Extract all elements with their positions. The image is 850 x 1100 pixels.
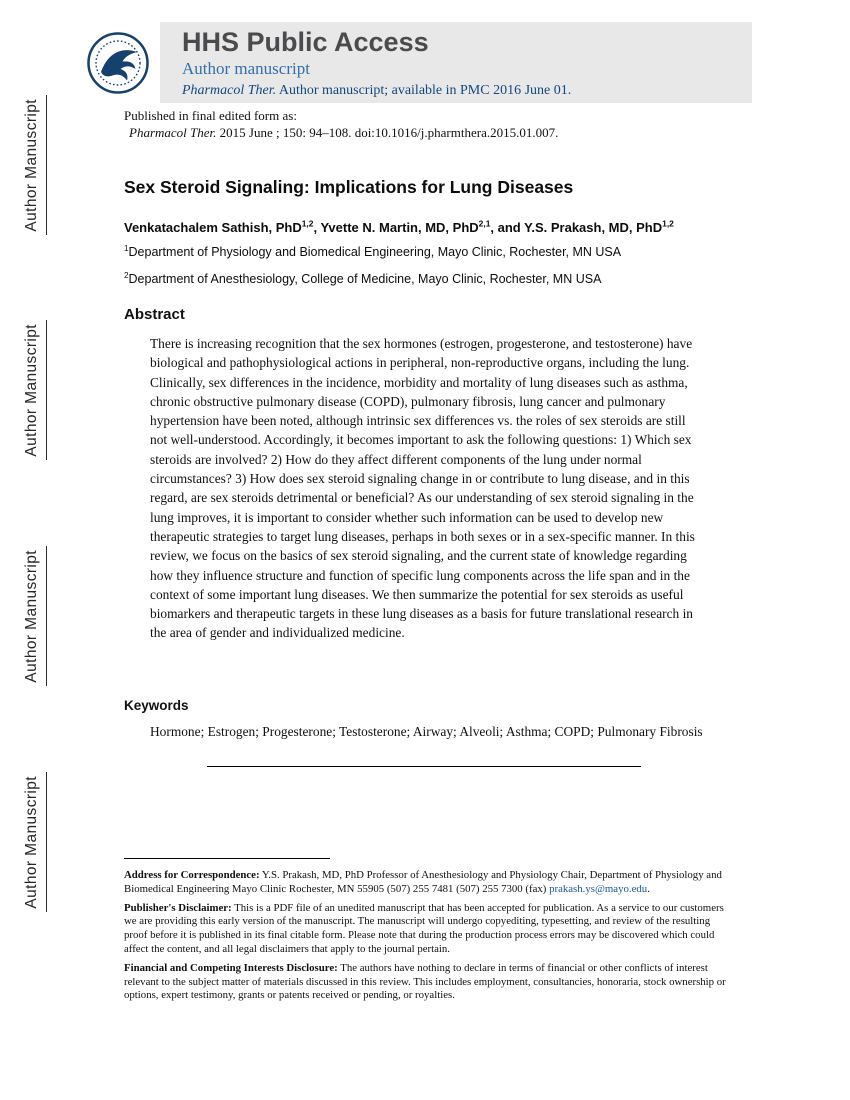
author-superscript: 1,2: [662, 218, 674, 229]
footnotes: [124, 869, 728, 1008]
citation-detail: 2015 June ; 150: 94–108. doi:10.1016/j.pharmthera.2015.01.007.: [216, 125, 559, 140]
affiliation-line-2: [124, 272, 744, 286]
abstract-text: There is increasing recognition that the sex hormones (estrogen, progesterone, and testosterone) have biological and pathophysiological actions in peripheral, non-reproductive organs, including the lung. Clinically, sex differences in the incidence, morbidity and mortality of lung diseases such as asthma, chronic obstructive pulmonary disease (COPD), pulmonary fibrosis, lung cancer and pulmonary hypertension have been noted, although intrinsic sex differences vs. the roles of sex steroids are still not well-understood. Accordingly, it becomes important to ask the following questions: 1) Which sex steroids are involved? 2) How do they affect different components of the lung under normal circumstances? 3) How does sex steroid signaling change in or contribute to lung disease, and in this regard, are sex steroids detrimental or beneficial? As our understanding of sex steroid signaling in the lung improves, it is important to consider whether such information can be used to develop new therapeutic strategies to target lung diseases, perhaps in both sexes or in a sex-specific manner. In this review, we focus on the basics of sex steroid signaling, and the current state of knowledge regarding how they influence structure and function of specific lung components across the life span and in the context of some important lung diseases. We then summarize the potential for sex steroids as useful biomarkers and therapeutic targets in these lung diseases as a basis for future translational research in the area of gender and individualized medicine.: [150, 336, 695, 641]
correspondence-text: Y.S. Prakash, MD, PhD Professor of Anesthesiology and Physiology Chair, Department of Physiology and Biomedical Engineering Mayo Clinic Rochester, MN 55905 (507) 255 7481 (507) 255 7300 (fax): [124, 869, 722, 895]
publisher-disclaimer-text: This is a PDF file of an unedited manuscript that has been accepted for publication. As a service to our customers we are providing this early version of the manuscript. The manuscript will undergo copyediting, typesetting, and review of the resulting proof before it is published in its final citable form. Please note that during the production process errors may be discovered which could affect the content, and all legal disclaimers that apply to the journal pertain.: [124, 901, 724, 955]
banner-text: [182, 22, 752, 99]
footnote-publisher-disclaimer: [124, 902, 728, 957]
keywords-rule: [207, 766, 641, 767]
banner-subtitle: Author manuscript: [182, 59, 310, 78]
published-block: [124, 107, 558, 141]
affiliation-text: Department of Physiology and Biomedical Engineering, Mayo Clinic, Rochester, MN USA: [128, 245, 622, 259]
footnotes-rule: [124, 858, 330, 859]
author-name: Y.S. Prakash, MD, PhD: [524, 220, 663, 235]
footnote-correspondence: [124, 869, 728, 897]
page-title: Sex Steroid Signaling: Implications for Lung Diseases: [124, 177, 574, 197]
watermark-text: Author Manuscript: [23, 323, 40, 457]
email-link[interactable]: prakash.ys@mayo.edu: [549, 882, 648, 895]
author-3: [524, 220, 674, 235]
citation-journal-name: Pharmacol Ther.: [129, 125, 217, 140]
affiliation-superscript: 2: [124, 270, 129, 280]
affiliation-superscript: 1: [124, 243, 129, 253]
sidebar-watermark: [22, 546, 47, 686]
sidebar-watermark: [22, 772, 47, 912]
publisher-disclaimer-label: Publisher's Disclaimer:: [124, 901, 232, 914]
abstract-heading: Abstract: [124, 306, 185, 323]
sidebar-watermark: [22, 95, 47, 235]
banner-journal-name: Pharmacol Ther.: [182, 83, 277, 98]
author-1: [124, 220, 320, 235]
author-list: [124, 220, 744, 235]
author-2: [320, 220, 524, 235]
keywords-heading: Keywords: [124, 698, 189, 713]
header-banner: [75, 22, 752, 103]
financial-disclosure-text: The authors have nothing to declare in terms of financial or other conflicts of interest relevant to the subject matter of materials discussed in this review. This includes employment, consultancies, honoraria, stock ownership or options, expert testimony, grants or patents received or pending, or royalties.: [124, 961, 726, 1002]
citation-line: [129, 124, 558, 141]
watermark-text: Author Manuscript: [23, 549, 40, 683]
author-name: Yvette N. Martin, MD, PhD: [320, 220, 479, 235]
banner-citation: [182, 83, 752, 99]
author-superscript: 2,1: [478, 218, 491, 229]
author-separator: ,: [313, 220, 321, 235]
sidebar-watermark: [22, 320, 47, 460]
keywords-text: Hormone; Estrogen; Progesterone; Testosterone; Airway; Alveoli; Asthma; COPD; Pulmonary Fibrosis: [150, 724, 703, 739]
banner-title: HHS Public Access: [182, 27, 429, 57]
hhs-seal-icon: [86, 31, 150, 95]
correspondence-period: .: [647, 882, 650, 895]
footnote-financial-disclosure: [124, 962, 728, 1003]
financial-disclosure-label: Financial and Competing Interests Disclosure:: [124, 961, 338, 974]
banner-citation-rest: Author manuscript; available in PMC 2016 June 01.: [276, 83, 572, 98]
published-label: Published in final edited form as:: [124, 108, 297, 123]
watermark-text: Author Manuscript: [23, 98, 40, 232]
affiliation-text: Department of Anesthesiology, College of Medicine, Mayo Clinic, Rochester, MN USA: [128, 272, 602, 286]
hhs-logo-box: [75, 22, 160, 103]
author-separator: , and: [490, 220, 525, 235]
correspondence-label: Address for Correspondence:: [124, 869, 260, 881]
watermark-text: Author Manuscript: [23, 775, 40, 909]
author-name: Venkatachalem Sathish, PhD: [124, 220, 302, 235]
affiliation-line-1: [124, 245, 744, 259]
author-superscript: 1,2: [301, 218, 314, 229]
